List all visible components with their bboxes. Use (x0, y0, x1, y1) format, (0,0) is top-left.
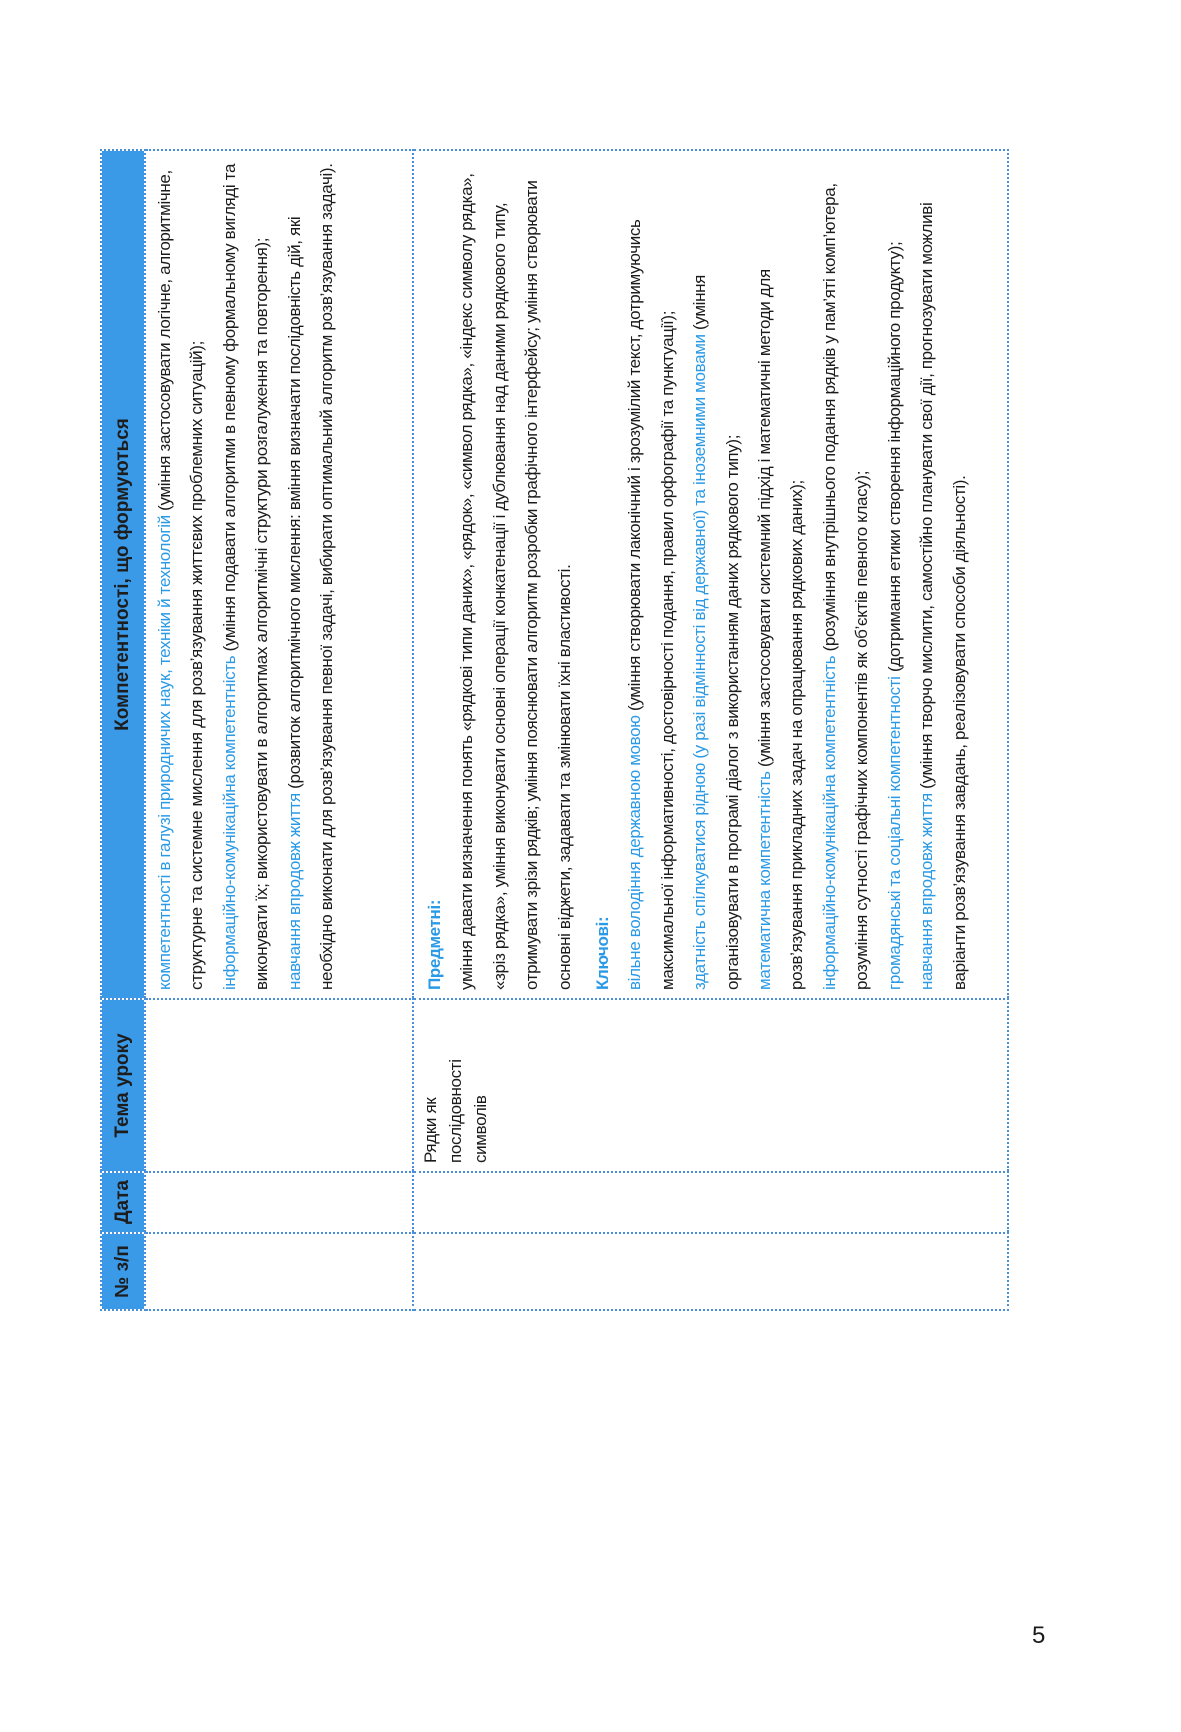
table-row (413, 150, 1008, 1310)
cell-date (145, 1172, 413, 1233)
competence-text: (уміння творчо мислити, самостійно планувати свої дії, прогнозувати можливі варіанти розв’язування завдань, реалізовувати способи діяльності). (917, 202, 969, 990)
cell-competences (413, 150, 1008, 999)
competence-term: вільне володіння державною мовою (625, 715, 645, 990)
header-competences: Компетентності, що формуються (101, 150, 145, 999)
competence-text: (уміння застосовувати логічне, алгоритмічне, структурне та системне мислення для розв’язування життєвих проблемних ситуацій); (155, 170, 207, 990)
page-number: 5 (1032, 1622, 1046, 1649)
competence-text: (розуміння внутрішнього подання рядків у пам’яті комп’ютера, розуміння сутності графічних компонентів як об’єктів певного класу); (819, 183, 872, 990)
cell-competences (145, 150, 413, 999)
table-header-row (101, 150, 145, 1310)
cell-num (145, 1233, 413, 1310)
competence-term: інформаційно-комунікаційна компетентність (219, 655, 239, 990)
competence-term: математична компетентність (755, 771, 775, 990)
competence-term: навчання впродовж життя (284, 793, 304, 990)
header-topic: Тема уроку (101, 999, 145, 1172)
lesson-topic: Рядки як послідовності символів (421, 1059, 490, 1163)
competence-term: здатність спілкуватися рідною (у разі відмінності від державної) та іноземними мовами (690, 334, 710, 990)
competence-text: (уміння організовувати в програмі діалог з використанням даних рядкового типу); (690, 274, 742, 990)
cell-date (413, 1172, 1008, 1233)
lesson-plan-table (100, 149, 1009, 1311)
competence-text: (розвиток алгоритмічного мислення: вміння визначати послідовність дій, які необхідно виконати для розв’язування певної задачі, вибирати оптимальний алгоритм розв’язування задачі). (284, 163, 337, 990)
competence-term: громадянські та соціальні компетентності (884, 676, 904, 990)
competence-term: компетентності в галузі природничих наук, техніки й технологій (155, 515, 174, 990)
key-competences-title: Ключові: (593, 916, 613, 990)
competence-term: навчання впродовж життя (917, 793, 937, 990)
cell-topic (145, 999, 413, 1172)
cell-num (413, 1233, 1008, 1310)
header-date: Дата (101, 1172, 145, 1233)
subject-competences-title: Предметні: (425, 899, 444, 990)
header-num: № з/п (101, 1233, 145, 1310)
table-row (145, 150, 413, 1310)
competence-text: (уміння подавати алгоритми в певному формальному вигляді та виконувати їх; використовувати в алгоритмах алгоритмічні структури розгалуження та повторення); (219, 163, 272, 990)
competence-text: (уміння створювати лаконічний і зрозумілий текст, дотримуючись максимальної інформативності, достовірності подання, правил орфографії та пунктуації); (625, 219, 677, 990)
competence-text: (уміння застосовувати системний підхід і математичні методи для розв’язування прикладних задач на опрацювання рядкових даних); (755, 269, 807, 990)
competence-text: (дотримання етики створення інформаційного продукту); (884, 241, 904, 677)
competence-term: інформаційно-комунікаційна компетентність (819, 655, 839, 990)
lesson-plan-table-rotated (100, 151, 1003, 1311)
subject-competences-text: уміння давати визначення понять «рядкові типи даних», «рядок», «символ рядка», «індекс символу рядка», «зріз рядка», уміння виконувати основні операції конкатенації і дублювання над даними рядкового типу, отримувати зрізи рядків; уміння пояснювати алгоритм розробки графічного інтерфейсу; уміння створювати основні віджети, задавати та змінювати їхні властивості. (457, 173, 574, 990)
cell-topic (413, 999, 1008, 1172)
